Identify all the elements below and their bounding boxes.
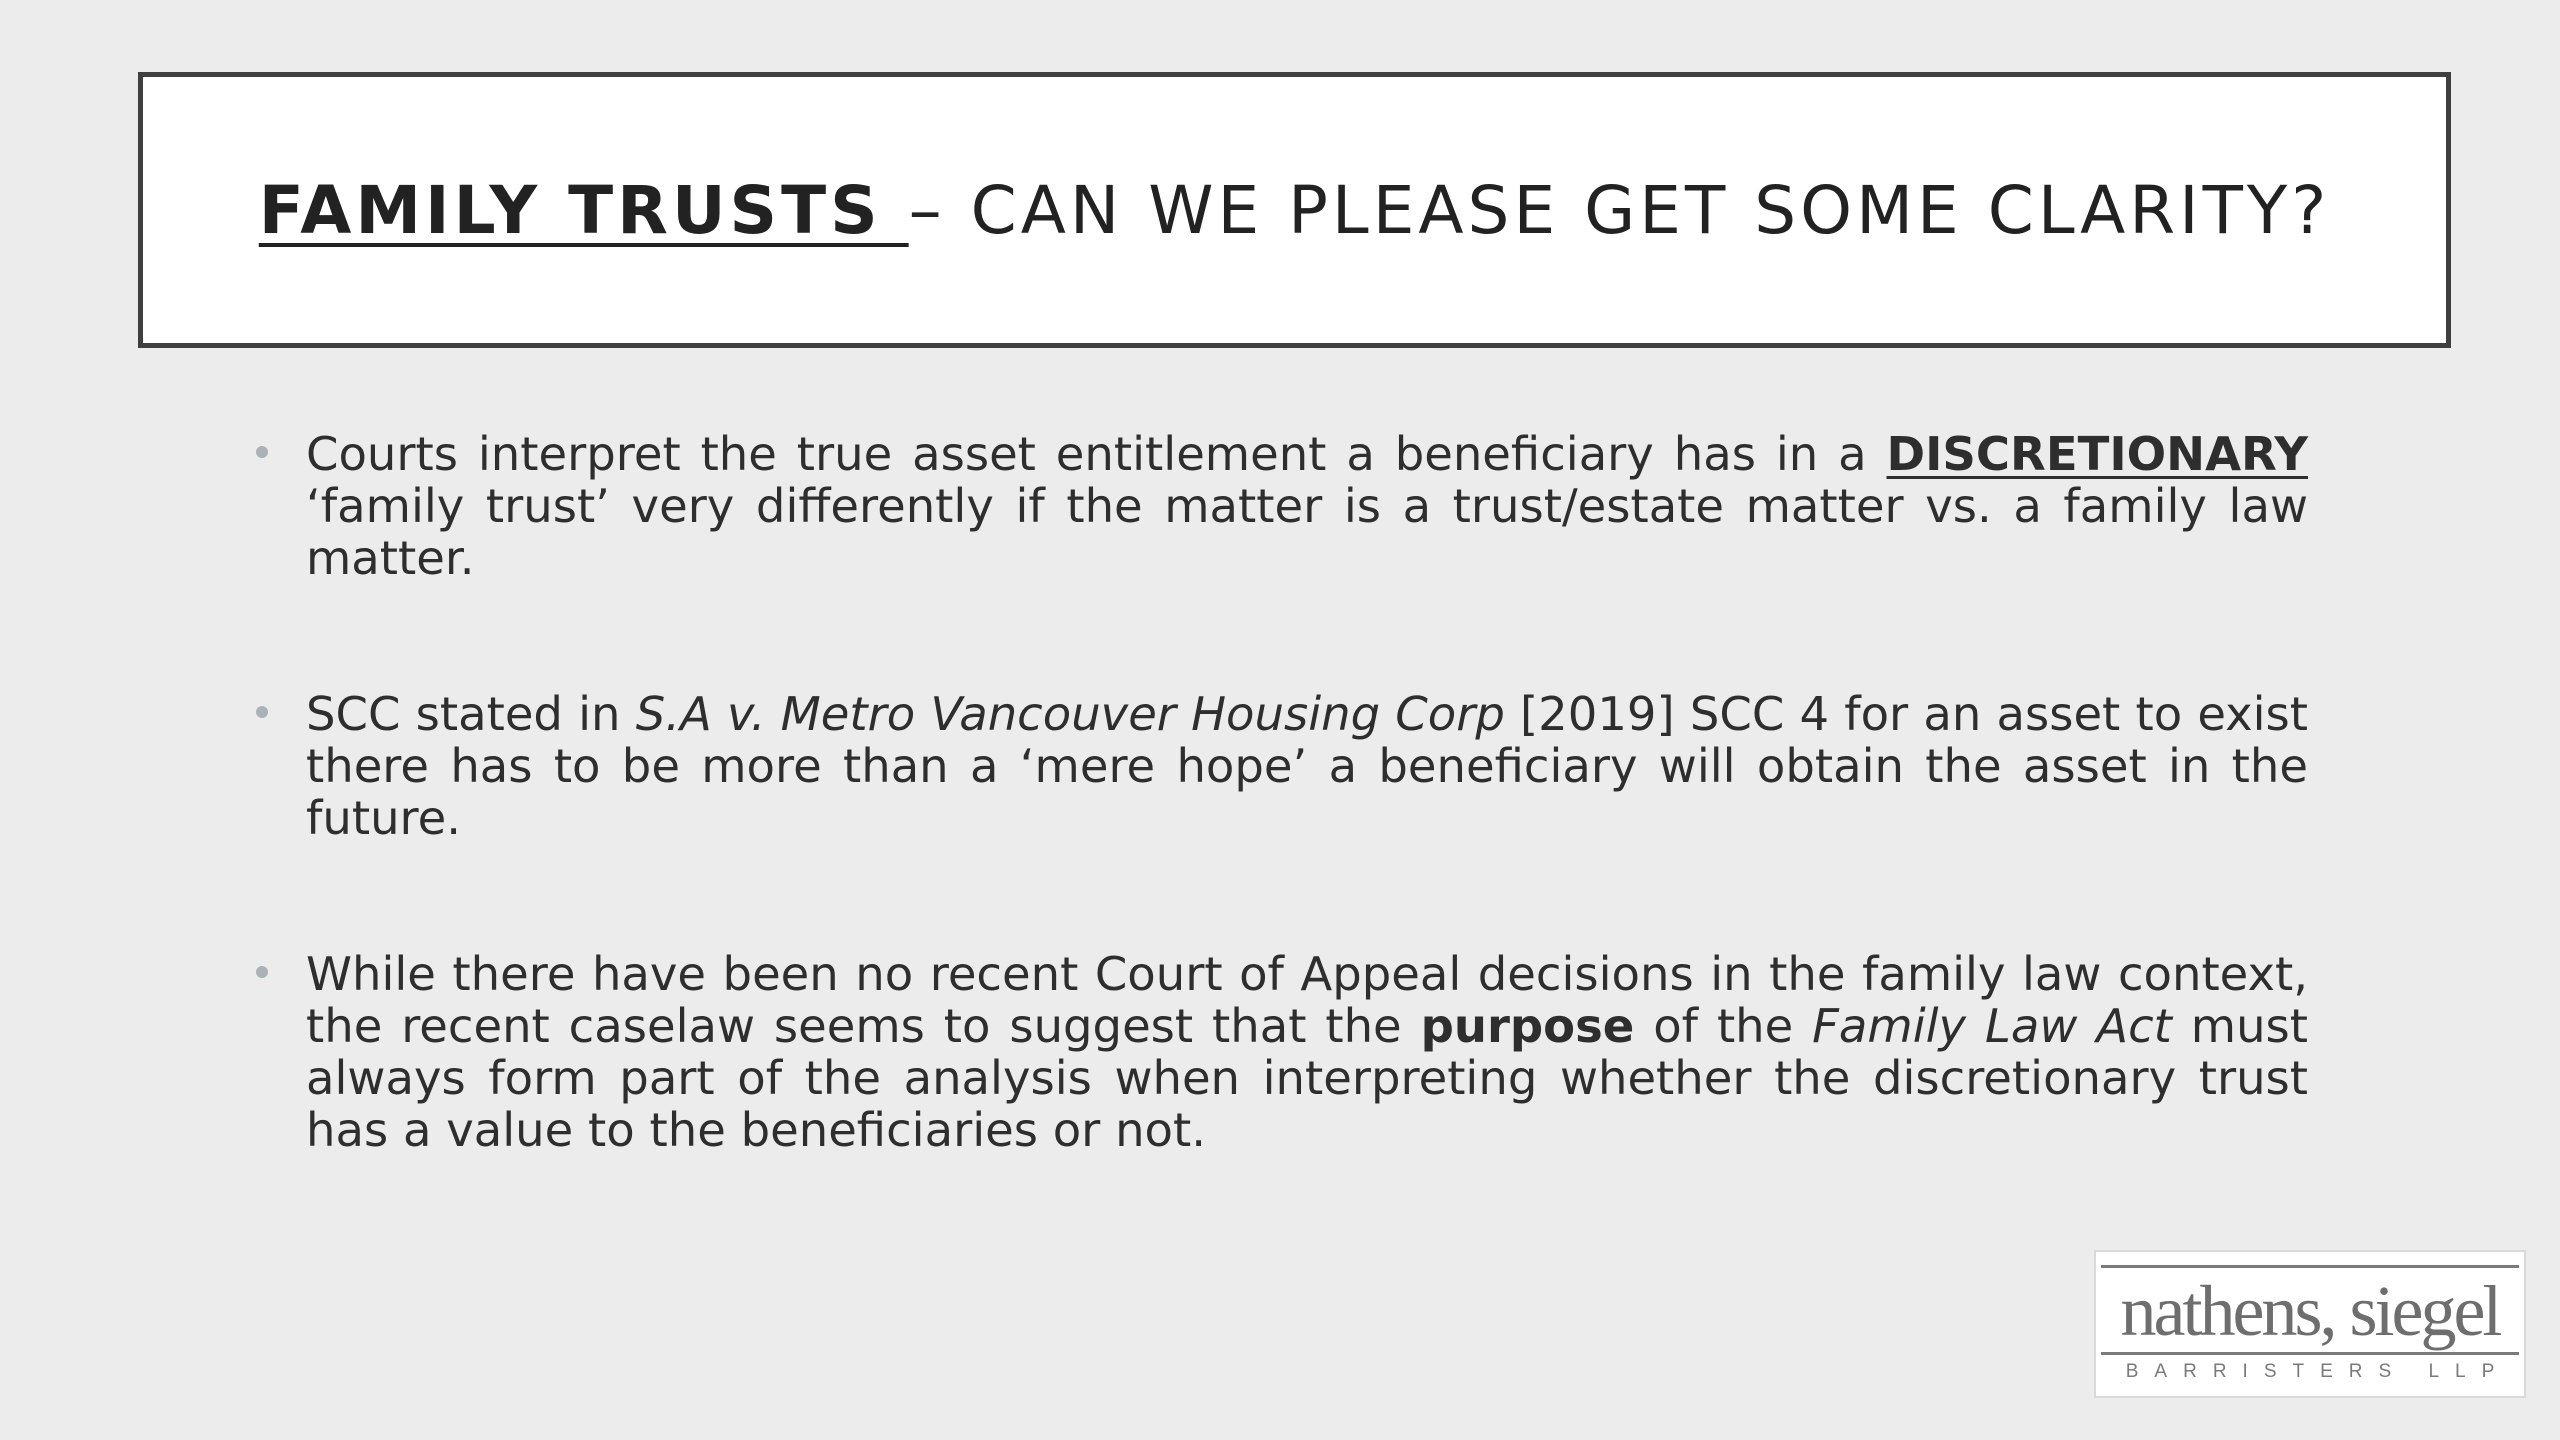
act-name: Family Law Act [1812,999,2172,1053]
bullet-item-1 [256,428,2308,584]
title-rest: – CAN WE PLEASE GET SOME CLARITY? [908,171,2331,249]
emphasis-discretionary: DISCRETIONARY [1886,427,2308,481]
bullet-text: While there have been no recent Court of Appeal decisions in the family law context, the recent caselaw seems to suggest that the [306,947,2308,1053]
logo-subtitle: BARRISTERS LLP [2125,1361,2511,1382]
logo-rule [2101,1265,2519,1268]
firm-logo [2094,1250,2526,1398]
bullet-text: SCC stated in [306,687,636,741]
bullet-text: [2019] SCC 4 for an asset to exist there has to be more than a ‘mere hope’ a beneficiary will obtain the asset in the future. [306,687,2309,845]
slide-title [259,172,2331,249]
title-strong: FAMILY TRUSTS [258,171,909,249]
bullet-text: must always form part of the analysis when interpreting whether the discretionary trust has a value to the beneficiaries or not. [306,999,2308,1157]
bullet-text: ‘family trust’ very differently if the matter is a trust/estate matter vs. a family law matter. [306,479,2308,585]
bullet-item-3 [256,948,2308,1156]
bullet-dot-icon [256,966,268,978]
bullet-text: of the [1634,999,1813,1053]
bullet-item-2 [256,688,2308,844]
bullet-list [256,428,2308,1156]
bullet-text: Courts interpret the true asset entitlement a beneficiary has in a [306,427,1887,481]
case-citation: S.A v. Metro Vancouver Housing Corp [635,687,1505,741]
title-box [138,72,2451,348]
bullet-dot-icon [256,446,268,458]
logo-rule [2101,1352,2519,1355]
emphasis-purpose: purpose [1420,999,1635,1053]
bullet-dot-icon [256,706,268,718]
logo-name: nathens, siegel [2120,1271,2500,1351]
